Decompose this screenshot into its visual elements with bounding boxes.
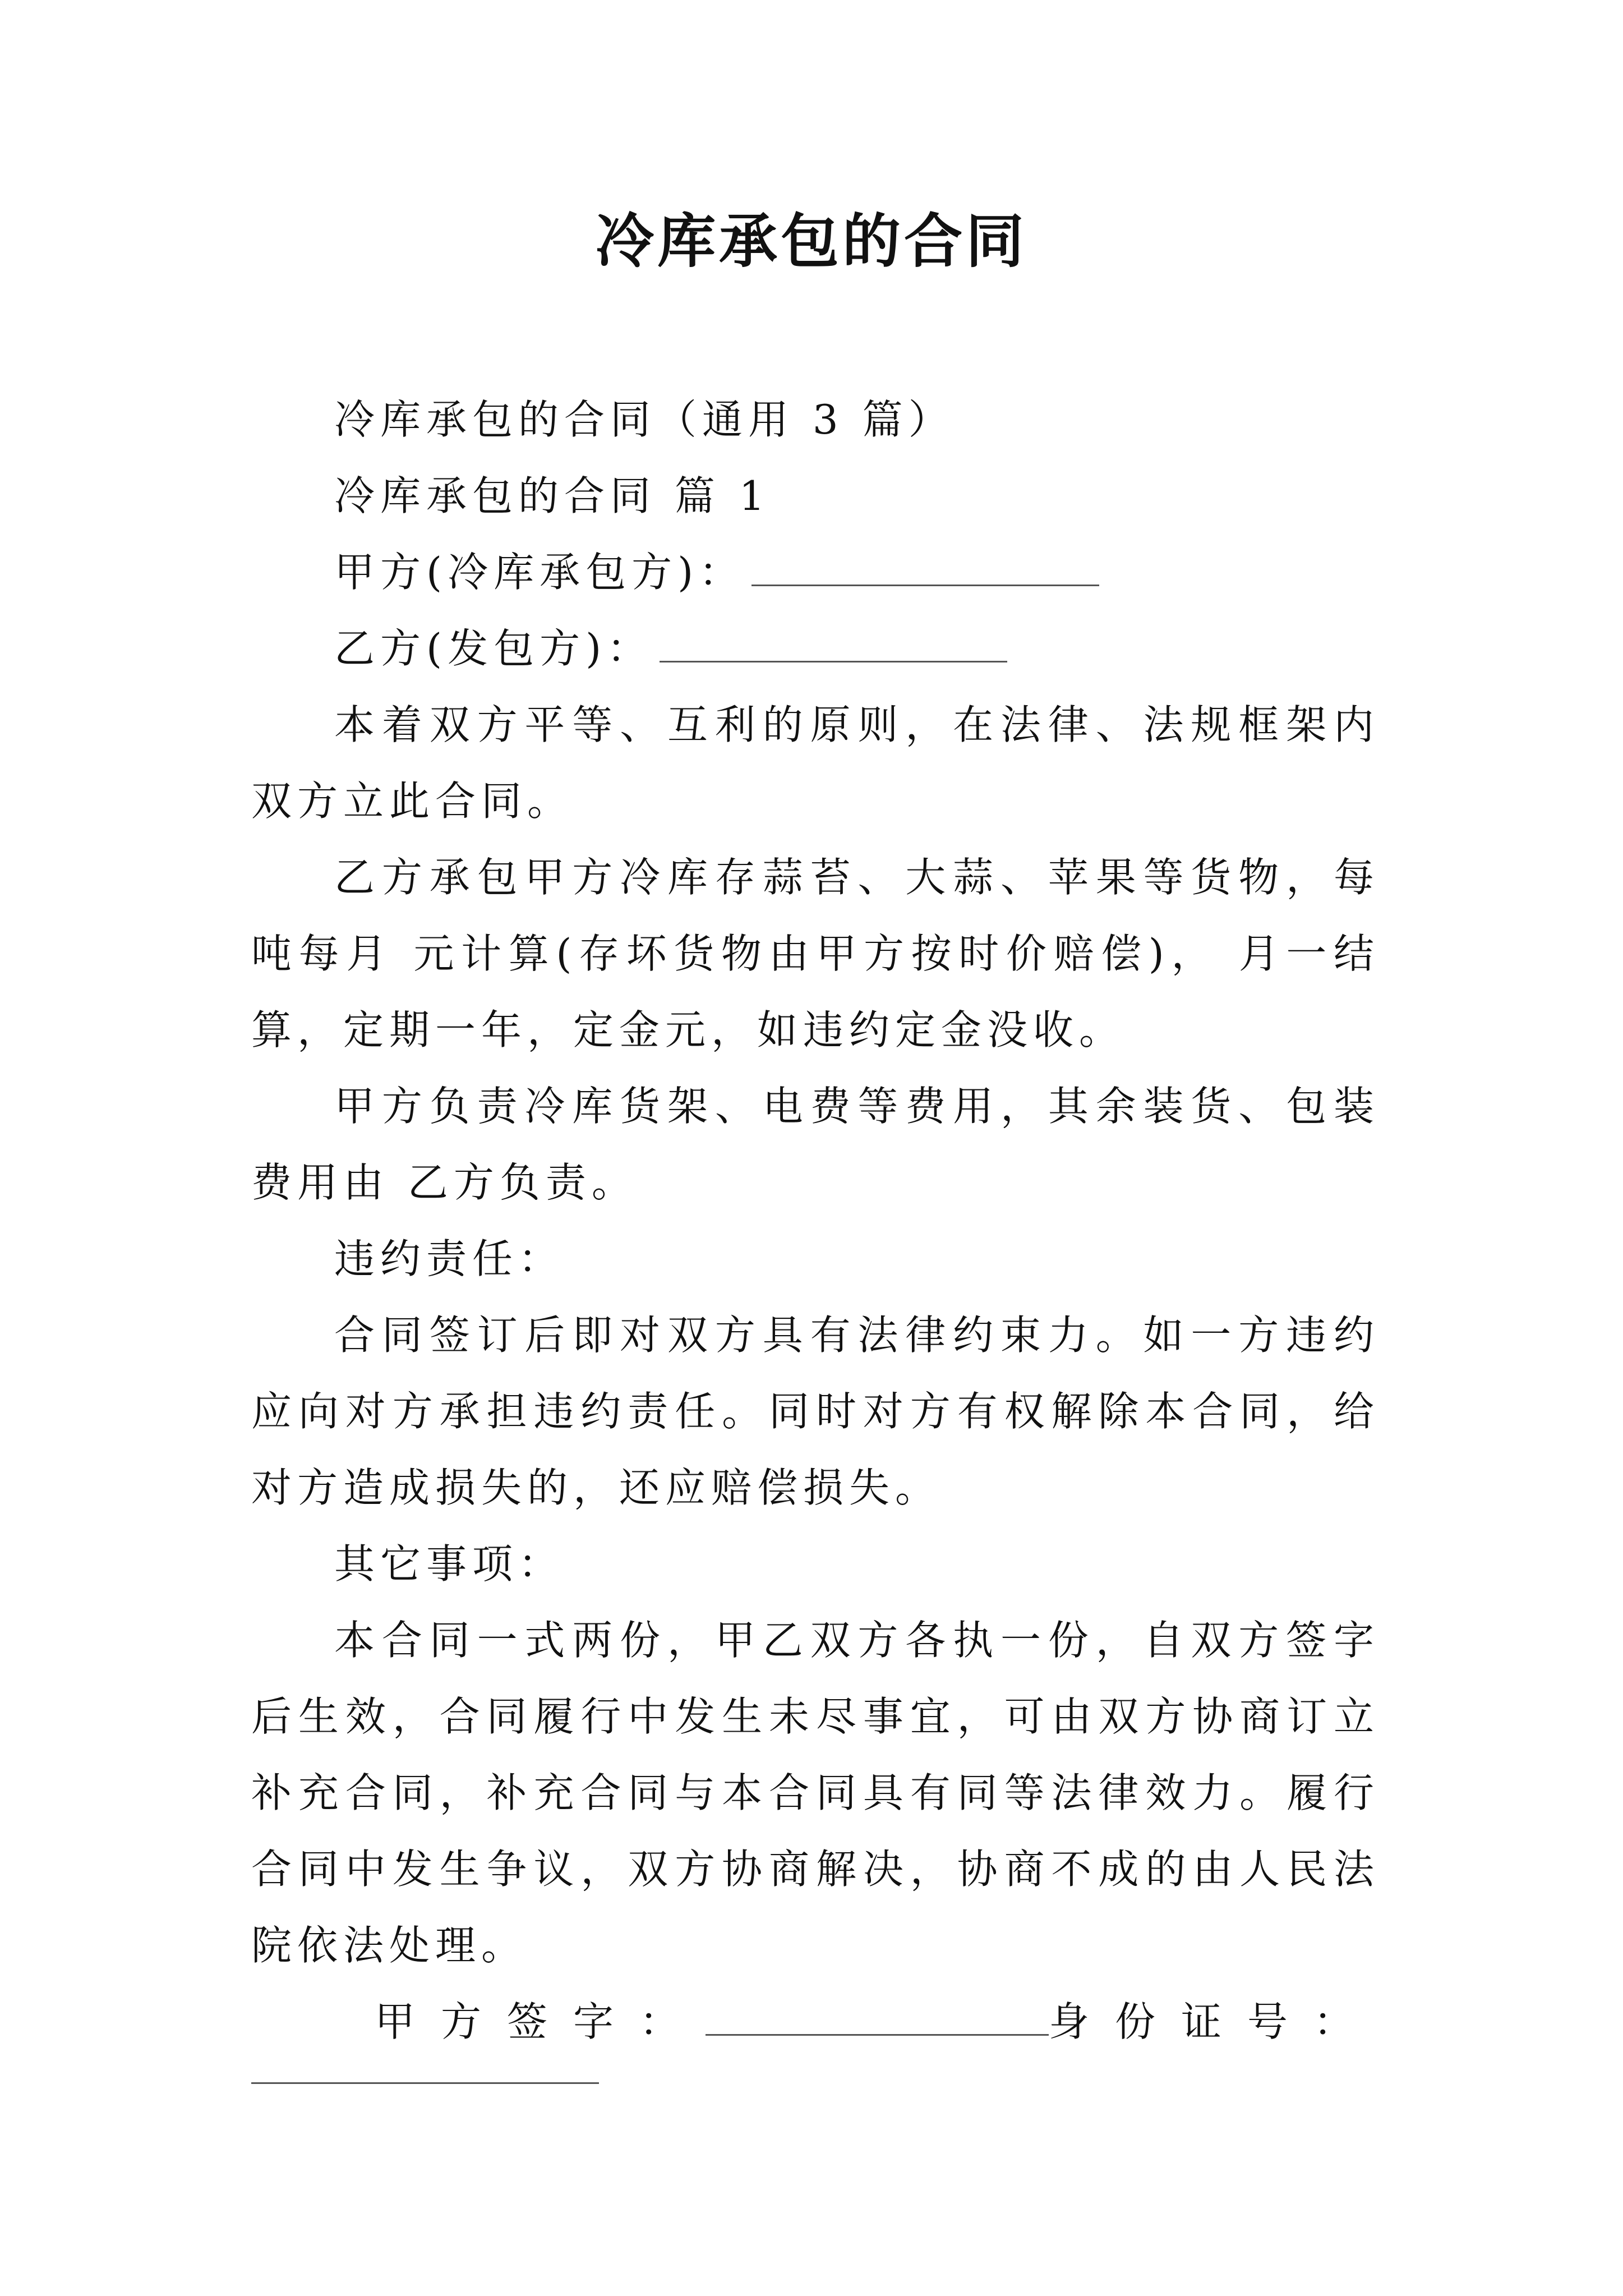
paragraph-principle: 本着双方平等、互利的原则，在法律、法规框架内双方立此合同。 [251,701,1380,825]
breach-heading: 违约责任： [334,1235,565,1282]
party-b-line [251,610,1380,687]
document-subtitle: 冷库承包的合同（通用 3 篇） [334,396,955,443]
signature-row [251,1984,1380,2060]
breach-text: 合同签订后即对双方具有法律约束力。如一方违约应向对方承担违约责任。同时对方有权解除本合同，给对方造成损失的，还应赔偿损失。 [251,1312,1380,1511]
other-heading: 其它事项： [334,1540,565,1588]
id-number-label: 身份证号： [1048,1998,1380,2045]
party-a-label: 甲方(冷库承包方)： [334,549,745,596]
party-b-blank [660,618,1007,662]
party-a-blank [751,542,1099,586]
paragraph-storage-terms: 乙方承包甲方冷库存蒜苔、大蒜、苹果等货物，每吨每月 元计算(存坏货物由甲方按时价赔偿)， 月一结算，定期一年，定金元，如违约定金没收。 [251,854,1380,1053]
document-title: 冷库承包的合同 [595,206,1027,275]
party-a-line [251,534,1380,610]
id-number-blank [251,2060,599,2084]
party-b-label: 乙方(发包方)： [334,625,653,672]
document-body [251,381,1380,2084]
signature-blank [706,1991,1049,2036]
section-heading: 冷库承包的合同 篇 1 [334,472,771,519]
other-text: 本合同一式两份，甲乙双方各执一份，自双方签字后生效，合同履行中发生未尽事宜，可由双方协商订立补充合同，补充合同与本合同具有同等法律效力。履行合同中发生争议，双方协商解决，协商不成的由人民法院依法处理。 [251,1617,1380,1969]
signature-label: 甲方签字： [375,1998,706,2045]
paragraph-cost-responsibility: 甲方负责冷库货架、电费等费用，其余装货、包装费用由 乙方负责。 [251,1083,1380,1206]
